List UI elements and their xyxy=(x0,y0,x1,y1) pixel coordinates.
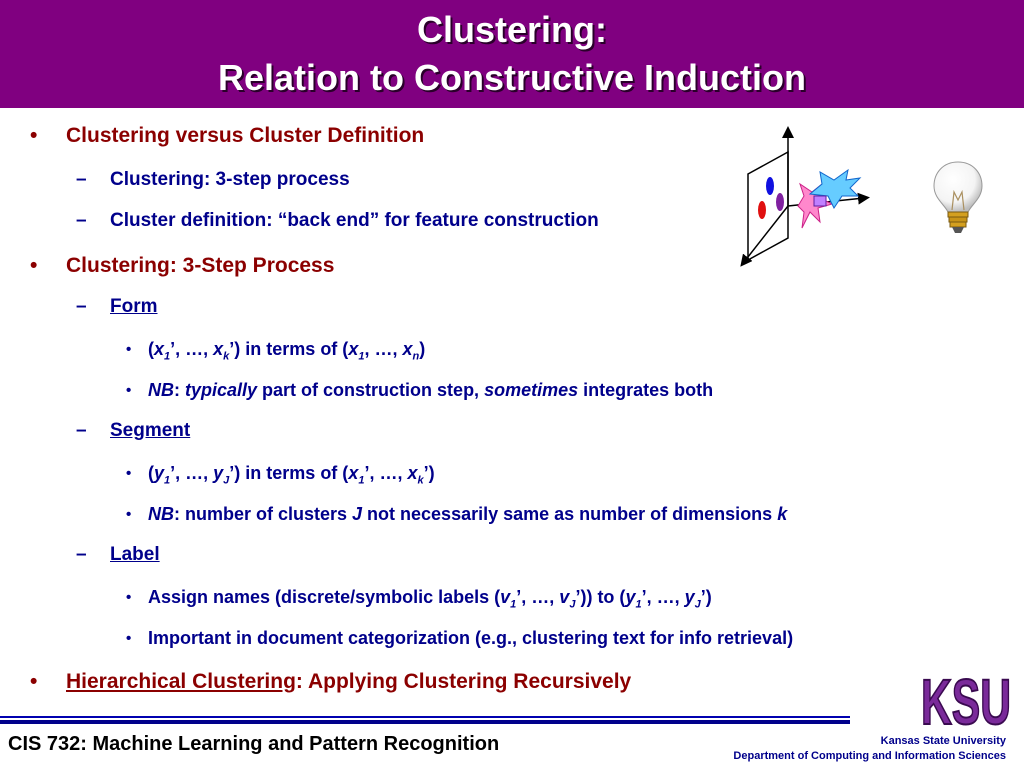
var-x: x xyxy=(348,339,359,359)
text-fragment: ’, …, xyxy=(364,463,408,483)
var-v: v xyxy=(559,587,570,607)
text-fragment: ’, …, xyxy=(170,463,214,483)
small-bullet-marker: • xyxy=(126,506,132,523)
bullet-marker: • xyxy=(30,670,38,693)
var-k: k xyxy=(777,504,788,524)
text-fragment: integrates both xyxy=(578,380,714,400)
title-banner xyxy=(0,0,1024,108)
small-bullet-marker: • xyxy=(126,630,132,647)
text-fragment: ’) in terms of ( xyxy=(229,463,349,483)
dash-marker: – xyxy=(76,169,87,190)
var-x: x xyxy=(213,339,224,359)
text-fragment: ) xyxy=(705,587,712,607)
ksu-logo xyxy=(918,664,1014,734)
sub-k: k xyxy=(223,350,230,363)
lightbulb-icon xyxy=(928,160,988,236)
form-detail-2-text xyxy=(148,380,713,401)
label-detail-1-text: Assign names (discrete/symbolic labels ($v_1$’, …, $v_J$’)) to ($y_1$’, …, $y_J$’) xyxy=(148,587,712,611)
var-x: x xyxy=(348,463,359,483)
svg-text:KSU: KSU xyxy=(921,666,1011,734)
bullet-text: Clustering: 3-Step Process xyxy=(66,254,335,277)
sub-1: 1 xyxy=(164,474,171,487)
segment-link[interactable]: Segment xyxy=(110,420,191,441)
text-fragment: ( xyxy=(148,463,154,483)
bullet-text xyxy=(66,670,631,694)
var-x: x xyxy=(407,463,418,483)
label-link[interactable]: Label xyxy=(110,544,160,565)
sub-n: n xyxy=(412,350,420,363)
text-fragment: ’) in terms of ( xyxy=(229,339,349,359)
university-name: Kansas State University xyxy=(880,735,1006,747)
text-fragment: not necessarily same as number of dimensions xyxy=(362,504,778,524)
text-fragment: )) to ( xyxy=(580,587,626,607)
text-fragment: ) xyxy=(428,463,435,483)
text-fragment: : Applying Clustering Recursively xyxy=(295,670,632,693)
sub-1: 1 xyxy=(635,598,642,611)
nb-label: NB xyxy=(148,380,174,400)
small-bullet-marker: • xyxy=(126,341,132,358)
text-fragment: : xyxy=(174,380,185,400)
bullet-marker: • xyxy=(30,124,38,147)
subbullet-text: Cluster definition: “back end” for feature construction xyxy=(110,210,599,231)
sub-1: 1 xyxy=(164,350,171,363)
text-fragment: : number of clusters xyxy=(174,504,353,524)
footer-rule-thick xyxy=(0,720,850,724)
sub-J: J xyxy=(569,598,576,611)
small-bullet-marker: • xyxy=(126,589,132,606)
text-fragment: ’, …, xyxy=(641,587,685,607)
var-J: J xyxy=(352,504,363,524)
3d-axes-diagram-icon xyxy=(730,124,880,269)
course-footer: CIS 732: Machine Learning and Pattern Recognition xyxy=(8,733,500,755)
text-fragment: ’, …, xyxy=(516,587,560,607)
small-bullet-marker: • xyxy=(126,465,132,482)
small-bullet-marker: • xyxy=(126,382,132,399)
sub-1: 1 xyxy=(358,350,365,363)
var-y: y xyxy=(625,587,636,607)
text-fragment: ( xyxy=(148,339,154,359)
text-fragment: ) xyxy=(419,339,426,359)
var-v: v xyxy=(500,587,511,607)
dash-marker: – xyxy=(76,296,87,317)
sub-1: 1 xyxy=(358,474,365,487)
segment-detail-1-text: ($y_1$’, …, $y_J$’) in terms of ($x_1$’, …, $x_k$’) xyxy=(148,463,435,487)
subbullet-text: Clustering: 3-step process xyxy=(110,169,350,190)
text-fragment: Assign names (discrete/symbolic labels ( xyxy=(148,587,501,607)
sub-k: k xyxy=(417,474,424,487)
var-y: y xyxy=(154,463,165,483)
segment-detail-2-text xyxy=(148,504,787,525)
slide-title-line1: Clustering: xyxy=(416,9,607,50)
bullet-text: Clustering versus Cluster Definition xyxy=(66,124,425,147)
sub-J: J xyxy=(223,474,230,487)
bullet-marker: • xyxy=(30,254,38,277)
emphasis-sometimes: sometimes xyxy=(484,380,579,400)
sub-J: J xyxy=(694,598,701,611)
var-y: y xyxy=(684,587,695,607)
text-fragment: part of construction step, xyxy=(257,380,485,400)
dash-marker: – xyxy=(76,210,87,231)
label-detail-2-text: Important in document categorization (e.g., clustering text for info retrieval) xyxy=(148,628,794,648)
dash-marker: – xyxy=(76,420,87,441)
form-detail-1-text xyxy=(148,339,425,363)
text-fragment: , …, xyxy=(364,339,403,359)
sub-1: 1 xyxy=(510,598,517,611)
department-name: Department of Computing and Information Sciences xyxy=(733,750,1006,762)
text-fragment: ’, …, xyxy=(170,339,214,359)
var-x: x xyxy=(402,339,413,359)
nb-label: NB xyxy=(148,504,174,524)
slide-title-line2: Relation to Constructive Induction xyxy=(217,57,806,98)
emphasis-typically: typically xyxy=(185,380,258,400)
dash-marker: – xyxy=(76,544,87,565)
footer-rule-thin xyxy=(0,716,850,718)
hierarchical-clustering-link[interactable]: Hierarchical Clustering xyxy=(66,670,296,693)
var-x: x xyxy=(154,339,165,359)
var-y: y xyxy=(213,463,224,483)
form-link[interactable]: Form xyxy=(110,296,158,317)
